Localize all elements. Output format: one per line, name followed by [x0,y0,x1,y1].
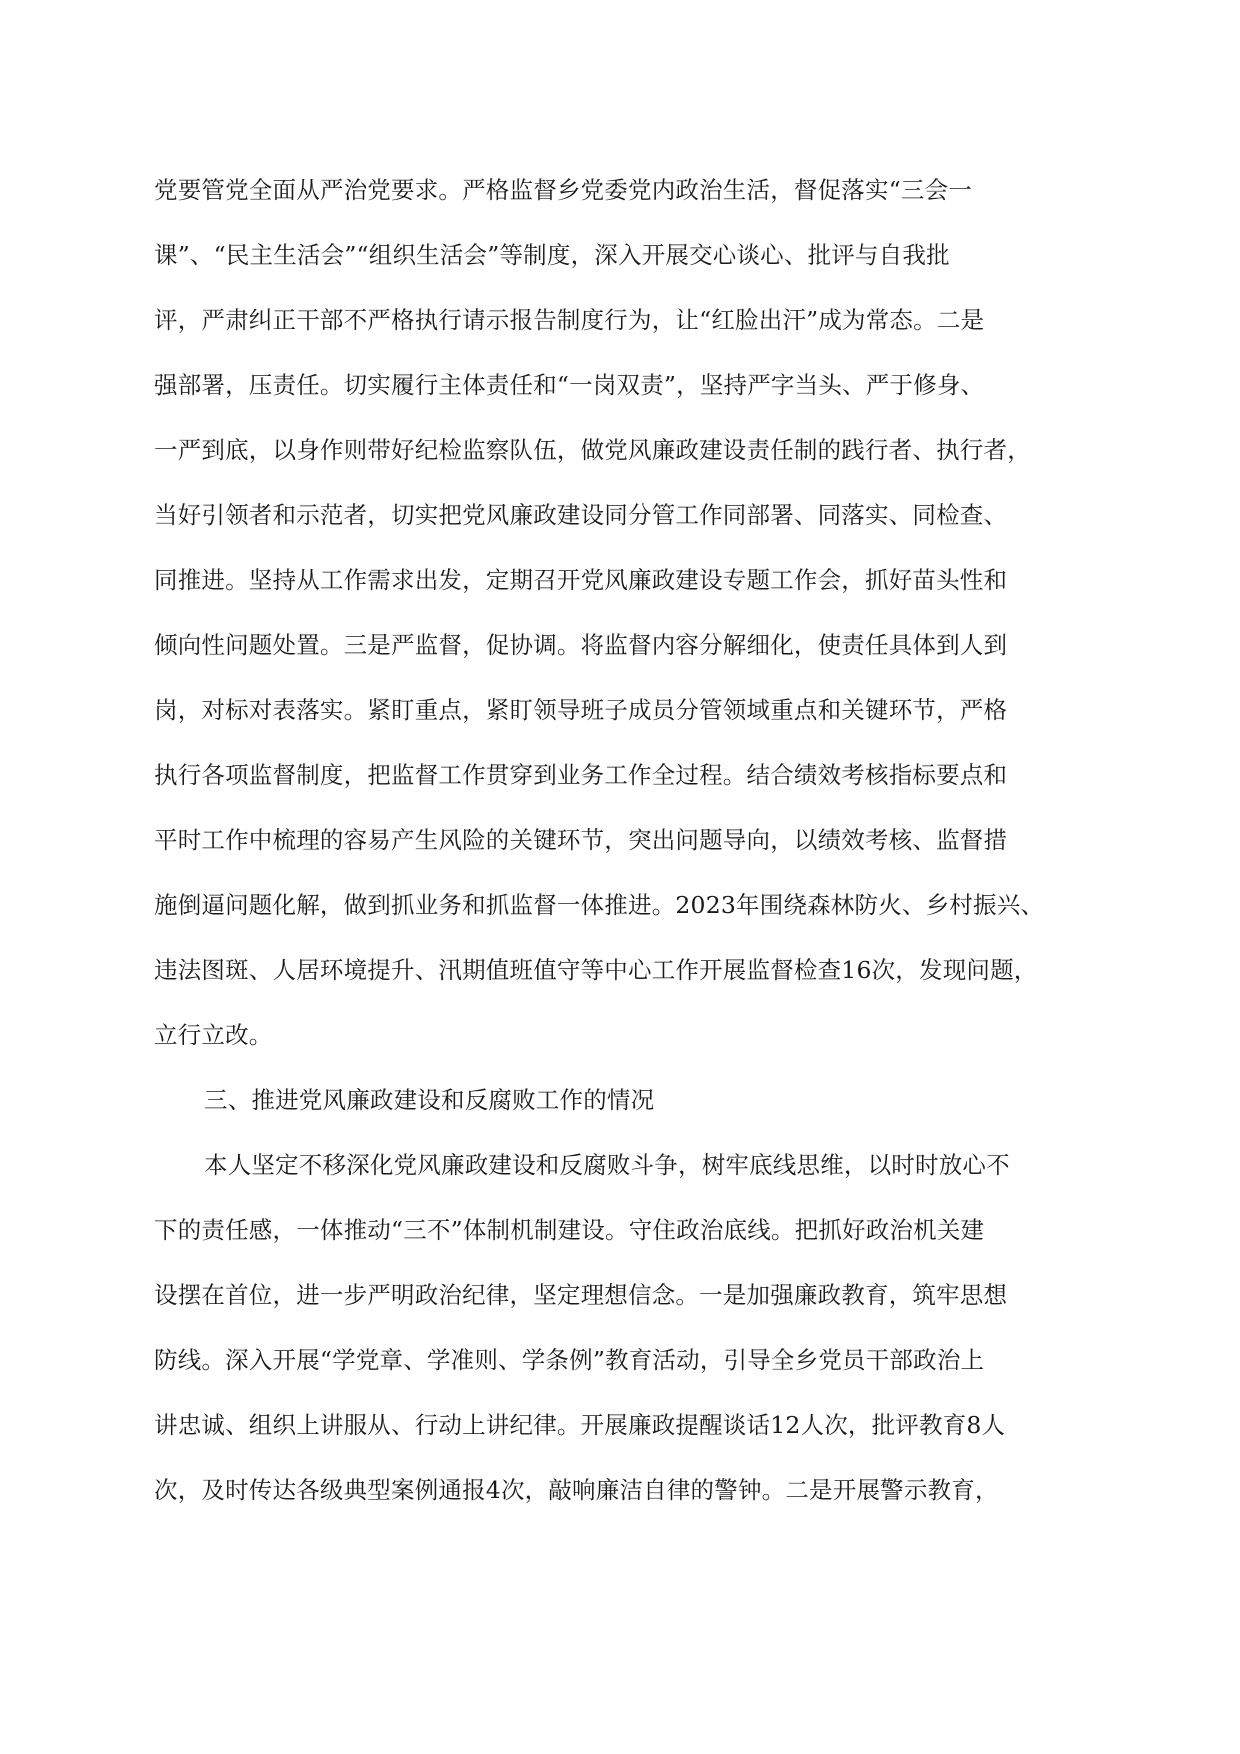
text-line: 违法图斑、人居环境提升、汛期值班值守等中心工作开展监督检查16次，发现问题， [154,956,1038,984]
text-line: 本人坚定不移深化党风廉政建设和反腐败斗争，树牢底线思维，以时时放心不 [204,1151,1010,1179]
text-line: 平时工作中梳理的容易产生风险的关键环节，突出问题导向，以绩效考核、监督措 [154,826,1008,854]
document-body [154,158,1084,1523]
text-line: 次，及时传达各级典型案例通报4次，敲响廉洁自律的警钟。二是开展警示教育， [154,1476,999,1504]
text-line: 立行立改。 [154,1021,273,1049]
section-heading: 三、推进党风廉政建设和反腐败工作的情况 [204,1086,655,1114]
paragraph-continuation [154,158,1084,1068]
section-paragraph [154,1133,1084,1523]
text-line: 岗，对标对表落实。紧盯重点，紧盯领导班子成员分管领域重点和关键环节，严格 [154,696,1008,724]
text-line: 防线。深入开展“学党章、学准则、学条例”教育活动，引导全乡党员干部政治上 [154,1346,985,1374]
text-line: 设摆在首位，进一步严明政治纪律，坚定理想信念。一是加强廉政教育，筑牢思想 [154,1281,1008,1309]
text-line: 执行各项监督制度，把监督工作贯穿到业务工作全过程。结合绩效考核指标要点和 [154,761,1008,789]
text-line: 评，严肃纠正干部不严格执行请示报告制度行为，让“红脸出汗”成为常态。二是 [154,306,985,334]
text-line: 党要管党全面从严治党要求。严格监督乡党委党内政治生活，督促落实“三会一 [154,176,973,204]
text-line: 讲忠诚、组织上讲服从、行动上讲纪律。开展廉政提醒谈话12人次，批评教育8人 [154,1411,1006,1439]
text-line: 一严到底，以身作则带好纪检监察队伍，做党风廉政建设责任制的践行者、执行者， [154,436,1031,464]
text-line: 当好引领者和示范者，切实把党风廉政建设同分管工作同部署、同落实、同检查、 [154,501,1008,529]
text-line: 倾向性问题处置。三是严监督，促协调。将监督内容分解细化，使责任具体到人到 [154,631,1008,659]
text-line: 下的责任感，一体推动“三不”体制机制建设。守住政治底线。把抓好政治机关建 [154,1216,985,1244]
text-line: 强部署，压责任。切实履行主体责任和“一岗双责”，坚持严字当头、严于修身、 [154,371,985,399]
text-line: 施倒逼问题化解，做到抓业务和抓监督一体推进。2023年围绕森林防火、乡村振兴、 [154,891,1045,919]
text-line: 课”、“民主生活会”“组织生活会”等制度，深入开展交心谈心、批评与自我批 [154,241,950,269]
text-line: 同推进。坚持从工作需求出发，定期召开党风廉政建设专题工作会，抓好苗头性和 [154,566,1008,594]
